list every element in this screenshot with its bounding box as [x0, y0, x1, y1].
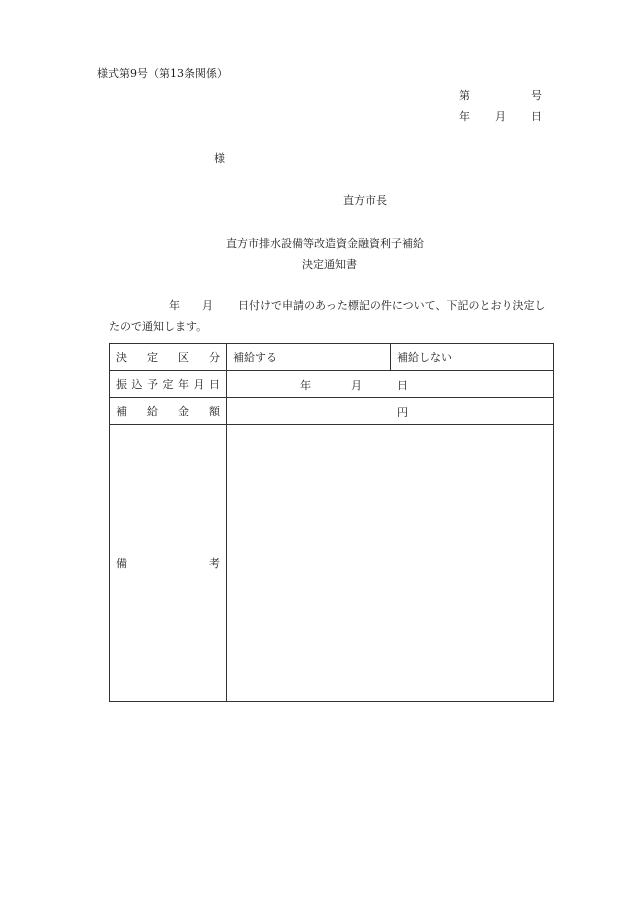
label-char: 定	[147, 351, 158, 364]
option-no-grant-label: 補給しない	[397, 351, 452, 364]
number-label-dai: 第	[459, 89, 470, 102]
body-text-line-2: たので通知します。	[109, 320, 208, 333]
label-char: 日	[209, 378, 220, 391]
label-char: 補	[116, 405, 127, 418]
label-char: 給	[147, 405, 158, 418]
label-char: 分	[209, 351, 220, 364]
form-number: 様式第9号（第13条関係）	[97, 67, 228, 80]
body-month: 月	[202, 299, 213, 312]
label-char: 予	[147, 378, 158, 391]
remarks-row	[110, 425, 554, 702]
label-char: 金	[178, 405, 189, 418]
label-char: 考	[209, 557, 220, 570]
option-grant[interactable]	[227, 344, 391, 371]
decision-label	[110, 344, 227, 371]
transfer-date-row	[110, 371, 554, 398]
remarks-label	[110, 425, 227, 702]
amount-row	[110, 398, 554, 425]
title-line-2: 決定通知書	[302, 258, 357, 271]
option-no-grant[interactable]	[391, 344, 554, 371]
label-char: 月	[193, 378, 205, 391]
decision-row	[110, 344, 554, 371]
body-text-line-1: 日付けで申請のあった標記の件について、下記のとおり決定し	[238, 299, 546, 312]
label-char: 振	[116, 378, 127, 391]
issue-date-year: 年	[459, 110, 470, 123]
transfer-date-label	[110, 371, 227, 398]
label-char: 定	[162, 378, 174, 391]
label-char: 区	[178, 351, 189, 364]
addressee-suffix: 様	[214, 152, 225, 165]
transfer-date-day: 日	[397, 379, 408, 392]
label-char: 込	[131, 378, 143, 391]
title-line-1: 直方市排水設備等改造資金融資利子補給	[226, 237, 424, 250]
issue-date-month: 月	[495, 110, 506, 123]
label-char: 額	[209, 405, 220, 418]
amount-field[interactable]	[227, 398, 554, 425]
label-char: 年	[178, 378, 189, 391]
transfer-date-month: 月	[351, 379, 362, 392]
body-year: 年	[169, 299, 180, 312]
amount-label	[110, 398, 227, 425]
amount-unit: 円	[397, 406, 408, 419]
remarks-field[interactable]	[227, 425, 554, 702]
decision-table	[109, 343, 554, 702]
issuer: 直方市長	[343, 194, 387, 207]
issue-date-day: 日	[531, 110, 542, 123]
transfer-date-year: 年	[300, 379, 311, 392]
label-char: 決	[116, 351, 127, 364]
transfer-date-field[interactable]	[227, 371, 554, 398]
label-char: 備	[116, 557, 127, 570]
option-grant-label: 補給する	[233, 351, 277, 364]
number-label-go: 号	[531, 89, 542, 102]
